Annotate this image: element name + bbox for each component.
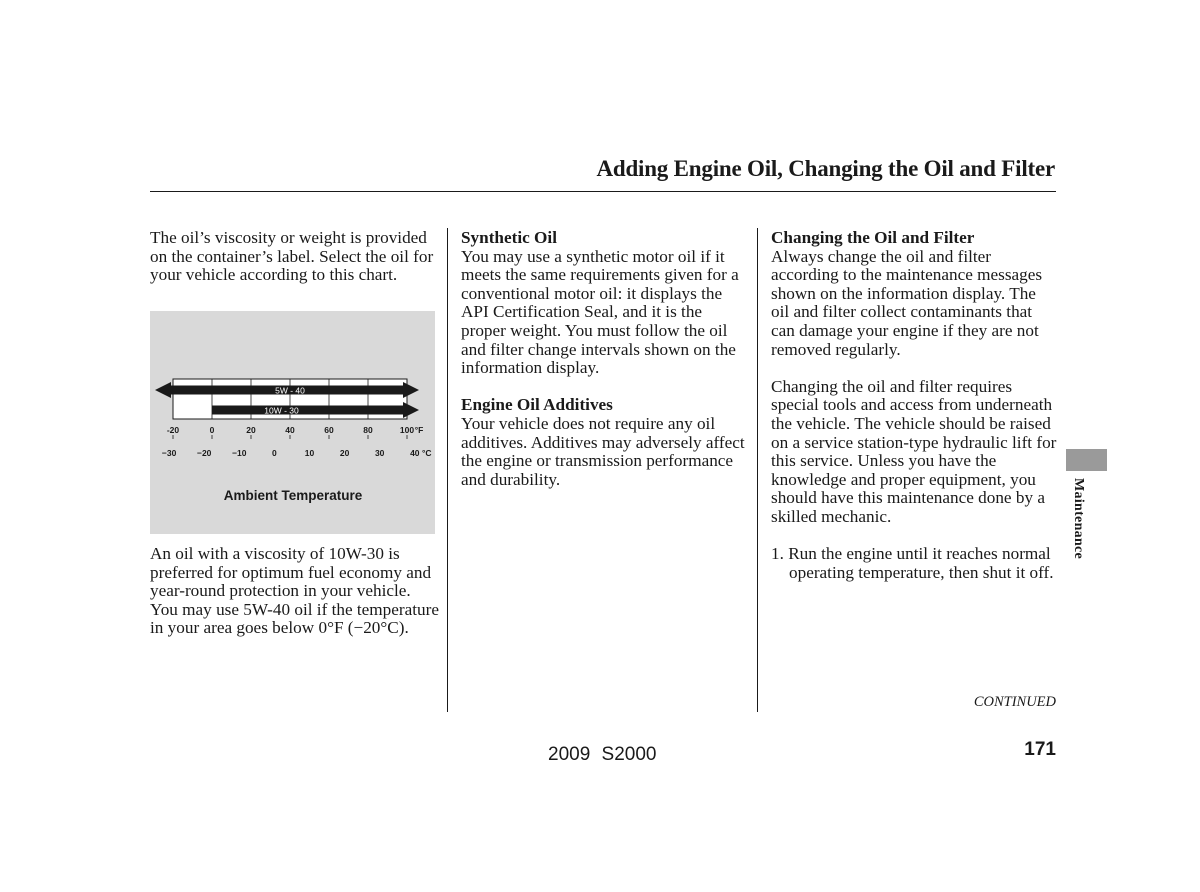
column-1-bottom xyxy=(150,545,440,638)
viscosity-chart-svg xyxy=(150,311,435,534)
section-label: Maintenance xyxy=(1071,478,1086,560)
c-tick-label: 20 xyxy=(339,448,350,458)
chart-caption: Ambient Temperature xyxy=(223,488,363,503)
f-tick-label: -20 xyxy=(166,425,180,435)
title-rule xyxy=(150,191,1056,192)
column-3 xyxy=(771,229,1057,582)
synthetic-oil-paragraph: You may use a synthetic motor oil if it meets the same requirements given for a conventional motor oil: it displays the API Certification Seal, and it is the proper weight. You must follow the oil and filter change intervals shown on the information display. xyxy=(461,246,739,378)
page-number: 171 xyxy=(1024,739,1056,760)
f-tick-label: 80 xyxy=(363,425,373,435)
intro-paragraph: The oil’s viscosity or weight is provided on the container’s label. Select the oil for your vehicle according to this chart. xyxy=(150,228,434,285)
f-tick-label: 100 xyxy=(399,425,415,435)
viscosity-bar-body xyxy=(212,406,405,415)
recommendation-paragraph: An oil with a viscosity of 10W-30 is preferred for optimum fuel economy and year-round protection in your vehicle. You may use 5W-40 oil if the temperature in your area goes below 0°F (−20°C). xyxy=(150,544,439,638)
c-tick-label: 0 xyxy=(272,448,277,458)
f-unit-label: °F xyxy=(414,425,424,435)
column-divider-1 xyxy=(447,228,448,712)
c-unit-label: °C xyxy=(422,448,432,458)
f-tick-label: 0 xyxy=(209,425,215,435)
column-2 xyxy=(461,229,747,489)
column-divider-2 xyxy=(757,228,758,712)
model-footer: 2009 S2000 xyxy=(548,744,657,765)
bar-arrowhead-right xyxy=(403,382,419,398)
tools-paragraph: Changing the oil and filter requires special tools and access from underneath the vehicle. The vehicle should be raised on a service station-type hydraulic lift for this service. Unless you have the knowledge and proper equipment, you should have this maintenance done by a skilled mechanic. xyxy=(771,376,1057,526)
c-tick-label: 40 xyxy=(410,448,420,458)
changing-oil-paragraph: Always change the oil and filter according to the maintenance messages shown on the information display. The oil and filter collect contaminants that can damage your engine if they are not removed regularly. xyxy=(771,246,1043,359)
bar-label: 10W - 30 xyxy=(264,405,299,416)
f-tick-label: 40 xyxy=(285,425,295,435)
c-tick-label: 10 xyxy=(304,448,315,458)
column-1 xyxy=(150,229,435,285)
bar-label: 5W - 40 xyxy=(275,385,305,396)
bar-arrowhead-left xyxy=(155,382,171,398)
f-tick-label: 20 xyxy=(246,425,256,435)
step-1: 1. Run the engine until it reaches normal operating temperature, then shut it off. xyxy=(771,544,1054,582)
bar-arrowhead-right xyxy=(403,402,419,418)
changing-oil-heading: Changing the Oil and Filter xyxy=(771,228,975,247)
additives-paragraph: Your vehicle does not require any oil additives. Additives may adversely affect the engine or transmission performance and durability. xyxy=(461,413,745,489)
page-title: Adding Engine Oil, Changing the Oil and Filter xyxy=(596,156,1055,181)
c-tick-label: −10 xyxy=(232,448,247,458)
viscosity-chart xyxy=(150,311,435,534)
synthetic-oil-heading: Synthetic Oil xyxy=(461,228,557,247)
f-tick-label: 60 xyxy=(324,425,334,435)
c-tick-label: −20 xyxy=(196,448,212,458)
section-tab xyxy=(1066,449,1107,471)
c-tick-label: 30 xyxy=(374,448,385,458)
c-tick-label: −30 xyxy=(161,448,177,458)
additives-heading: Engine Oil Additives xyxy=(461,395,613,415)
continued-label: CONTINUED xyxy=(973,694,1056,710)
